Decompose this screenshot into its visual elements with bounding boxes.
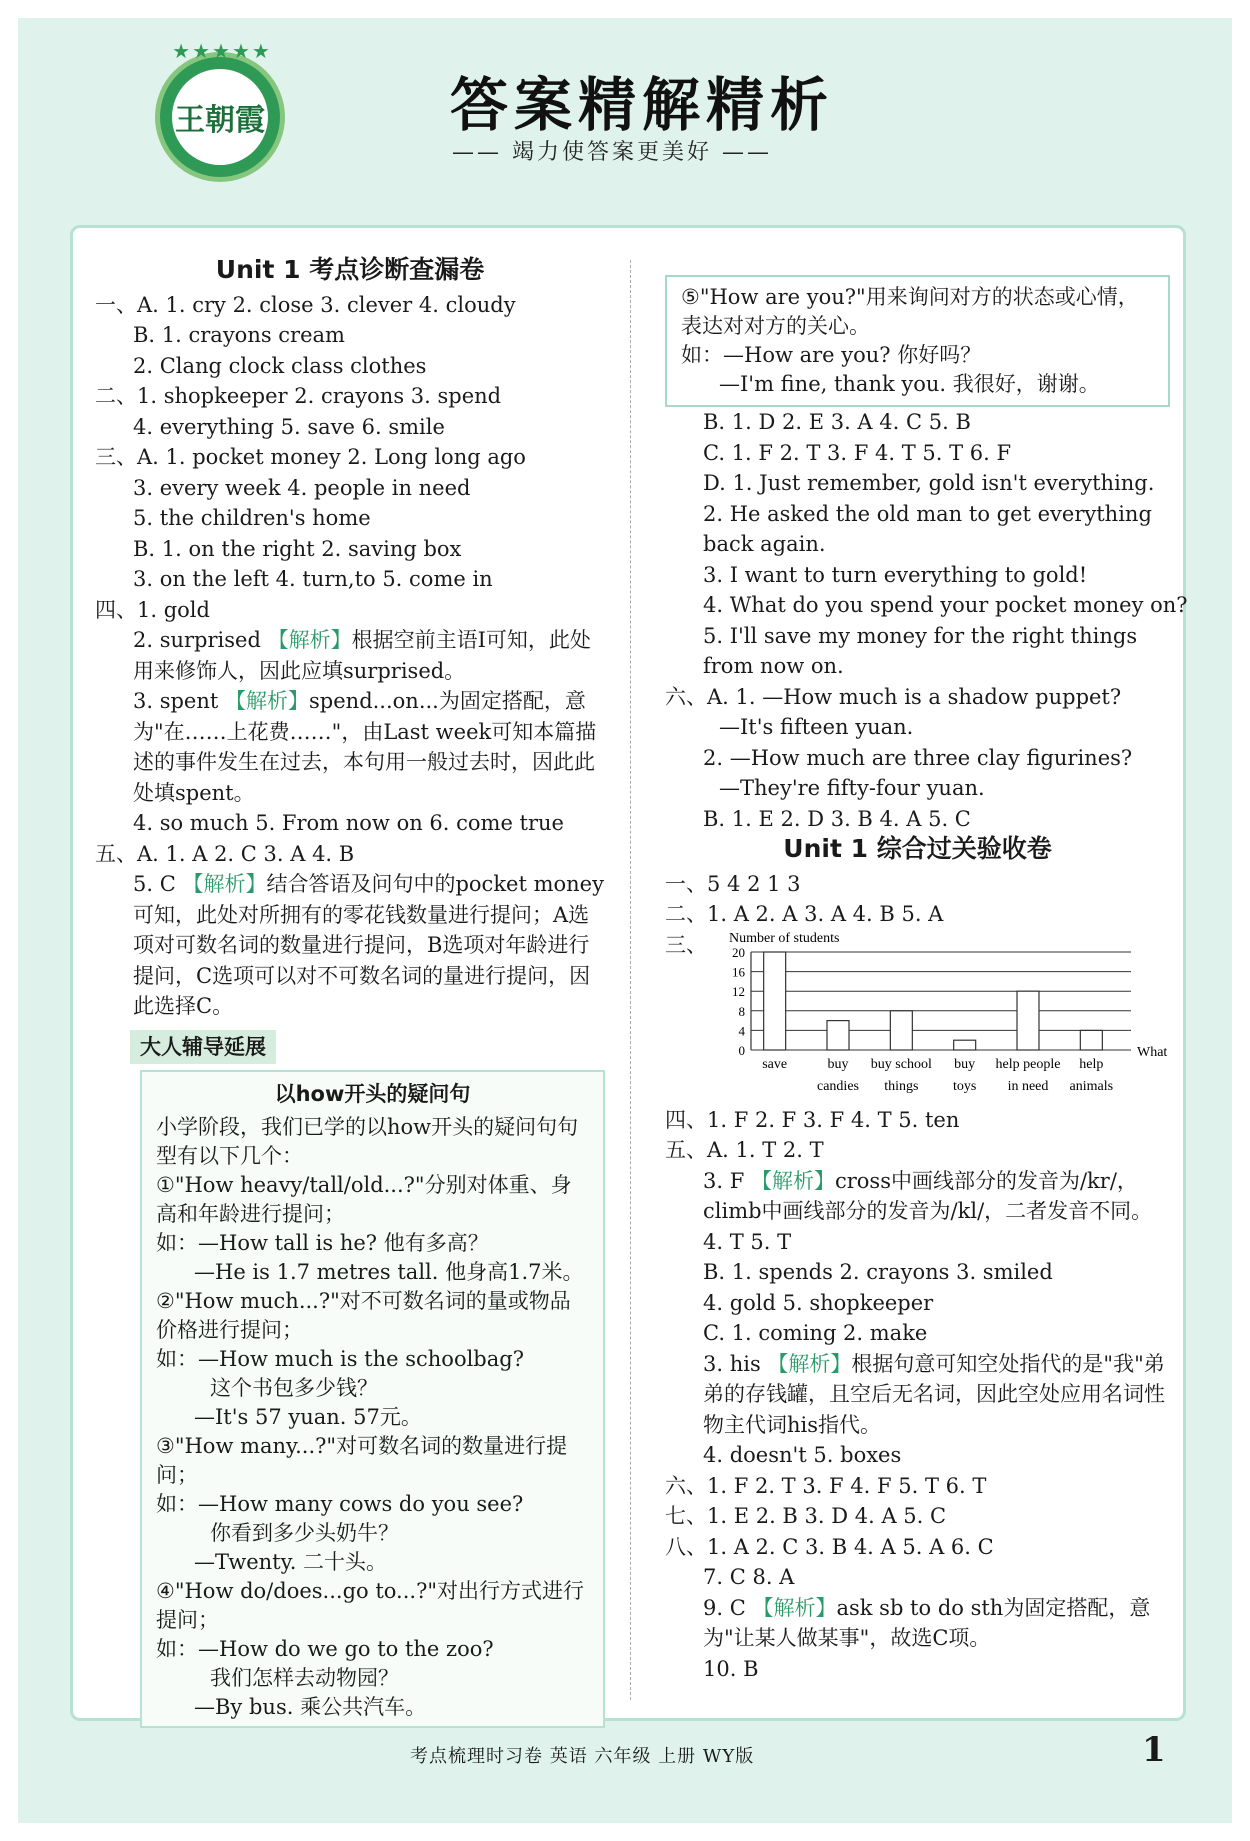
- answer-line: B. 1. E 2. D 3. B 4. A 5. C: [703, 806, 971, 831]
- answer-line: B. 1. spends 2. crayons 3. smiled: [703, 1260, 1053, 1284]
- analysis-text: 结合答语及问句中的pocket money可知，此处对所拥有的零花钱数量进行提问；A选项对可数名词的数量进行提问，B选项对年龄进行提问，C选项可以对不可数名词的量进行提问，因此选择C。: [133, 872, 604, 1018]
- extension-line: 你看到多少头奶牛？: [210, 1521, 399, 1545]
- answer-value: 3. F: [703, 1168, 745, 1193]
- chart-section: [665, 930, 1170, 1105]
- answer-line: 三、A. 1. pocket money 2. Long long ago: [95, 445, 526, 469]
- extension-line: 如：—How tall is he? 他有多高？: [156, 1231, 489, 1255]
- explained-answer: [665, 1593, 1170, 1654]
- column-divider: [630, 260, 631, 1700]
- analysis-tag: 【解析】: [750, 1168, 835, 1193]
- answer-line: 五、A. 1. A 2. C 3. A 4. B: [95, 841, 355, 866]
- answer-line: B. 1. on the right 2. saving box: [133, 536, 462, 561]
- page-title: 答案精解精析: [450, 71, 835, 139]
- x-tick-label: buy school: [870, 1056, 932, 1072]
- x-tick-label: animals: [1069, 1078, 1114, 1094]
- footer-text: 考点梳理时习卷 英语 六年级 上册 WY版: [410, 1746, 755, 1767]
- y-tick-label: 0: [738, 1042, 745, 1058]
- note-line: 如：—How are you? 你好吗？: [681, 343, 982, 367]
- extension-line: ③"How many...?"对可数名词的数量进行提问；: [156, 1434, 568, 1487]
- answer-line: 4. gold 5. shopkeeper: [703, 1290, 934, 1315]
- bar: [1080, 1030, 1102, 1050]
- analysis-tag: 【解析】: [225, 689, 310, 713]
- extension-box: [140, 1070, 605, 1728]
- brand-logo: [155, 39, 285, 182]
- answer-line: 2. —How much are three clay figurines?: [703, 745, 1133, 770]
- analysis-tag: 【解析】: [267, 628, 352, 652]
- answer-line: —They're fifty-four yuan.: [719, 776, 985, 800]
- right-column: [665, 275, 1188, 1684]
- answer-line: 四、1. gold: [95, 597, 210, 622]
- answer-line: 二、1. A 2. A 3. A 4. B 5. A: [665, 902, 944, 926]
- continued-note-box: [665, 275, 1170, 407]
- x-tick-label: save: [762, 1056, 788, 1072]
- analysis-tag: 【解析】: [767, 1351, 852, 1376]
- analysis-tag: 【解析】: [752, 1595, 837, 1620]
- answer-line: 4. so much 5. From now on 6. come true: [133, 811, 564, 835]
- y-tick-label: 12: [732, 983, 745, 999]
- answer-line: 二、1. shopkeeper 2. crayons 3. spend: [95, 384, 502, 408]
- answer-line: 八、1. A 2. C 3. B 4. A 5. A 6. C: [665, 1534, 994, 1559]
- answer-line: C. 1. coming 2. make: [703, 1321, 928, 1345]
- answer-line: 4. doesn't 5. boxes: [703, 1443, 902, 1467]
- x-tick-label: help: [1079, 1056, 1104, 1072]
- unit-title: Unit 1 考点诊断查漏卷: [215, 255, 485, 284]
- analysis-text: cross中画线部分的发音为/kr/，climb中画线部分的发音为/kl/，二者发音不同。: [703, 1168, 1153, 1223]
- extension-line: 小学阶段，我们已学的以how开头的疑问句句型有以下几个：: [156, 1115, 579, 1168]
- answer-line: 七、1. E 2. B 3. D 4. A 5. C: [665, 1504, 947, 1528]
- extension-line: —It's 57 yuan. 57元。: [194, 1405, 422, 1429]
- bar: [827, 1020, 849, 1049]
- answer-value: 9. C: [703, 1595, 746, 1620]
- extension-line: ①"How heavy/tall/old...?"分别对体重、身高和年龄进行提问；: [156, 1173, 572, 1226]
- left-column: [95, 255, 605, 1728]
- analysis-text: spend...on...为固定搭配，意为"在……上花费……"，由Last week可知本篇描述的事件发生在过去，本句用一般过去时，因此此处填spent。: [133, 689, 597, 805]
- extension-line: 这个书包多少钱？: [210, 1376, 378, 1400]
- answer-value: 5. C: [133, 872, 176, 896]
- unit-title: Unit 1 综合过关验收卷: [783, 834, 1052, 863]
- extension-line: 我们怎样去动物园？: [210, 1666, 399, 1690]
- note-line: —I'm fine, thank you. 我很好，谢谢。: [719, 372, 1100, 396]
- x-tick-label: things: [884, 1078, 919, 1094]
- extension-title: 以how开头的疑问句: [274, 1082, 471, 1106]
- answer-value: 3. his: [703, 1351, 761, 1376]
- answer-line: C. 1. F 2. T 3. F 4. T 5. T 6. F: [703, 440, 1012, 465]
- y-tick-label: 20: [732, 944, 745, 960]
- bar: [890, 1010, 912, 1049]
- answer-line: B. 1. crayons cream: [133, 323, 345, 347]
- x-tick-label: candies: [817, 1078, 859, 1094]
- explained-answer: [95, 869, 605, 1022]
- answer-line: 2. He asked the old man to get everything back again.: [703, 501, 1152, 556]
- logo-text: 王朝霞: [172, 69, 268, 165]
- explained-answer: [95, 625, 605, 686]
- answer-line: 5. the children's home: [133, 506, 371, 530]
- answer-line: —It's fifteen yuan.: [719, 715, 914, 739]
- answer-line: 四、1. F 2. F 3. F 4. T 5. ten: [665, 1107, 960, 1132]
- note-line: ⑤"How are you?"用来询问对方的状态或心情，表达对对方的关心。: [681, 285, 1139, 338]
- x-tick-label: in need: [1007, 1078, 1049, 1094]
- x-tick-label: buy: [827, 1056, 849, 1072]
- bar: [1017, 991, 1039, 1050]
- explained-answer: [665, 1349, 1170, 1441]
- answer-line: 3. every week 4. people in need: [133, 475, 471, 500]
- analysis-text: 根据空前主语I可知，此处用来修饰人，因此应填surprised。: [133, 628, 591, 683]
- bar-chart-svg: [701, 930, 1201, 1105]
- bar-chart: [701, 930, 1201, 1105]
- bar: [954, 1040, 976, 1050]
- explained-answer: [665, 1166, 1170, 1227]
- answer-line: 10. B: [703, 1656, 759, 1681]
- x-axis-label: What: [1137, 1044, 1168, 1060]
- answer-line: 2. Clang clock class clothes: [133, 353, 427, 378]
- extension-line: ②"How much...?"对不可数名词的量或物品价格进行提问；: [156, 1289, 571, 1342]
- x-tick-label: help people: [995, 1056, 1061, 1072]
- x-tick-label: toys: [952, 1078, 977, 1094]
- analysis-text: 根据句意可知空处指代的是"我"弟弟的存钱罐，且空后无名词，因此空处应用名词性物主代词his指代。: [703, 1351, 1165, 1437]
- analysis-tag: 【解析】: [182, 872, 267, 896]
- answer-line: 3. on the left 4. turn,to 5. come in: [133, 567, 493, 591]
- y-tick-label: 16: [732, 964, 745, 980]
- answer-line: 5. I'll save my money for the right things from now on.: [703, 623, 1138, 678]
- bar: [764, 952, 786, 1050]
- y-tick-label: 8: [738, 1003, 745, 1019]
- answer-line: 7. C 8. A: [703, 1565, 795, 1589]
- extension-line: —Twenty. 二十头。: [194, 1550, 388, 1574]
- explained-answer: [95, 686, 605, 808]
- extension-line: 如：—How much is the schoolbag?: [156, 1347, 524, 1371]
- analysis-text: ask sb to do sth为固定搭配，意为"让某人做某事"，故选C项。: [703, 1595, 1151, 1650]
- extension-line: —He is 1.7 metres tall. 他身高1.7米。: [194, 1260, 584, 1284]
- answer-value: 2. surprised: [133, 628, 261, 652]
- x-tick-label: buy: [954, 1056, 976, 1072]
- y-axis-label: Number of students: [729, 930, 840, 946]
- answer-line: 3. I want to turn everything to gold!: [703, 562, 1088, 587]
- y-tick-label: 4: [738, 1022, 745, 1038]
- section-number: 三、: [665, 932, 707, 957]
- answer-value: 3. spent: [133, 689, 219, 713]
- answer-line: 一、5 4 2 1 3: [665, 871, 801, 896]
- extension-heading: 大人辅导延展: [130, 1030, 276, 1065]
- stars-icon: ★★★★★: [172, 39, 272, 63]
- extension-line: —By bus. 乘公共汽车。: [194, 1695, 427, 1719]
- answer-line: 4. everything 5. save 6. smile: [133, 414, 445, 439]
- extension-line: 如：—How do we go to the zoo?: [156, 1637, 494, 1661]
- answer-line: 六、A. 1. —How much is a shadow puppet?: [665, 684, 1122, 709]
- answer-line: B. 1. D 2. E 3. A 4. C 5. B: [703, 410, 971, 434]
- answer-line: 4. T 5. T: [703, 1229, 792, 1254]
- answer-line: D. 1. Just remember, gold isn't everything.: [703, 471, 1155, 495]
- answer-line: 一、A. 1. cry 2. close 3. clever 4. cloudy: [95, 292, 516, 317]
- page-number: 1: [1142, 1730, 1166, 1770]
- answer-line: 五、A. 1. T 2. T: [665, 1138, 824, 1162]
- extension-line: ④"How do/does...go to...?"对出行方式进行提问；: [156, 1579, 584, 1632]
- answer-line: 六、1. F 2. T 3. F 4. F 5. T 6. T: [665, 1473, 987, 1498]
- answer-line: 4. What do you spend your pocket money on?: [703, 593, 1188, 617]
- extension-line: 如：—How many cows do you see?: [156, 1492, 524, 1516]
- page-subtitle: —— 竭力使答案更美好 ——: [452, 140, 772, 165]
